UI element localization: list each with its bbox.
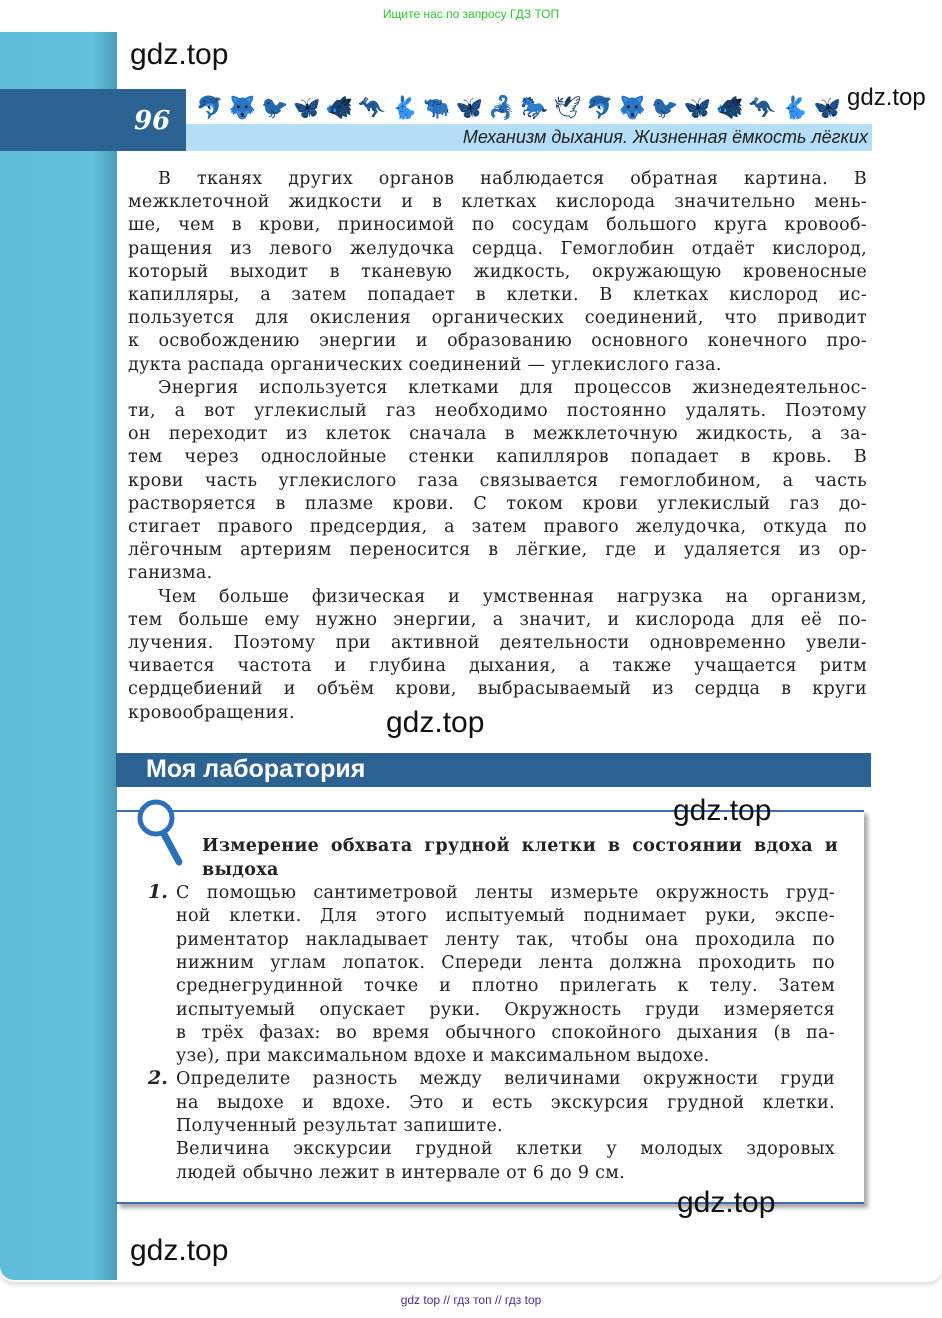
lab-title: выдоха [202,859,279,880]
lab-text-line: Величина экскурсии грудной клетки у молодых здоровых [176,1139,835,1160]
body-text-line: тем больше ему нужно энергии, а значит, и кислорода для её по- [128,609,867,630]
body-text-line: он переходит из клеток сначала в межклеточную жидкость, а за- [128,424,867,445]
animal-silhouette-icon: 🐬 [586,96,614,121]
lab-text-line: С помощью сантиметровой ленты измерьте окружность груд- [176,883,835,903]
body-text-line: к освобождению энергии и образованию основного конечного про- [128,331,867,352]
lab-text-line: в трёх фазах: во время обычного спокойного дыхания (в па- [176,1022,835,1043]
lab-text-line: людей обычно лежит в интервале от 6 до 9 см. [176,1162,626,1183]
body-text-line: В тканях других органов наблюдается обратная картина. В [158,169,867,189]
animal-silhouette-icon: 🐃 [423,96,451,121]
animal-silhouette-icon: 🐺 [618,96,647,121]
top-note: Ищите нас по запросу ГДЗ ТОП [382,7,560,21]
body-text-line: сердцебиений и объём крови, выбрасываемый из сердца в круги [128,679,867,700]
lab-text-line: нижним углам лопаток. Спереди лента должна проходить по [176,952,835,973]
body-text-line: Энергия используется клетками для процессов жизнедеятельнос- [158,377,867,398]
animal-silhouette-icon: 🐗 [325,96,354,121]
animal-silhouette-icon: 🕊 [553,96,582,121]
item-number: 1. [148,881,168,903]
watermark: gdz.top [386,706,485,739]
lab-header [116,753,871,787]
body-text-line: чивается частота и глубина дыхания, а также учащается ритм [128,656,867,677]
body-text-line: межклеточной жидкости и в клетках кислорода значительно мень- [128,192,867,213]
lab-header-title: Моя лаборатория [146,755,366,783]
lab-title: Измерение обхвата грудной клетки в состоянии вдоха и [202,836,838,856]
lab-text-line: Определите разность между величинами окружности груди [176,1069,835,1090]
lab-text-line: риментатор накладывает ленту так, чтобы она проходила по [176,929,835,950]
body-text-line: пользуется для окисления органических соединений, что приводит [128,308,867,329]
body-text-line: дукта распада органических соединений — углекислого газа. [128,354,722,375]
watermark: gdz.top [130,1234,229,1267]
body-text-line: лёгочным артериям переносится в лёгкие, где и удаляется из ор- [128,540,867,561]
body-text-line: капилляры, а затем попадает в клетки. В клетках кислород ис- [128,285,867,305]
animal-silhouette-icon: 🐎 [520,96,549,121]
watermark: gdz.top [847,84,926,111]
body-text-line: крови часть углекислого газа связывается гемоглобином, а часть [128,470,867,491]
body-text-line: ти, а вот углекислый газ необходимо постоянно удалять. Поэтому [128,401,867,421]
item-number: 2. [148,1067,168,1089]
lab-text-line: на выдохе и вдохе. Это и есть экскурсия грудной клетки. [176,1092,835,1113]
animal-silhouette-icon: 🦋 [813,96,841,121]
body-text-line: лучения. Поэтому при активной деятельности одновременно увели- [128,633,867,653]
body-text-line: тем через однослойные стенки капилляров попадает в кровь. В [128,447,867,468]
animal-silhouette-icon: 🦘 [358,96,386,121]
body-text-line: ше, чем в крови, приносимой по сосудам большого круга кровооб- [128,215,867,236]
body-text-line: стигает правого предсердия, а затем правого желудочка, откуда по [128,517,867,537]
body-text-line: ганизма. [128,563,213,584]
animal-silhouette-icon: 🦂 [488,96,516,121]
section-header [186,124,872,151]
page-number-block [0,89,186,151]
animal-silhouette-icon: 🐗 [716,96,744,121]
lab-text-line: ной клетки. Для этого испытуемый поднимает руки, экспе- [176,906,835,927]
lab-text-line: Полученный результат запишите. [176,1116,503,1136]
magnifier-icon [134,798,188,870]
animal-silhouette-icon: 🐺 [228,96,256,121]
animal-icons-strip [196,95,841,123]
section-title: Механизм дыхания. Жизненная ёмкость лёгких [462,127,868,147]
animal-silhouette-icon: 🦋 [683,96,711,121]
body-text-line: который выходит в тканевую жидкость, окружающую кровеносные [128,261,867,282]
watermark: gdz.top [130,38,229,71]
body-text-line: кровообращения. [128,702,295,723]
page-number: 96 [134,106,171,136]
animal-silhouette-icon: 🐇 [390,96,419,121]
watermark: gdz.top [677,1186,776,1219]
lab-text-line: испытуемый опускает руки. Окружность груди измеряется [176,999,835,1020]
animal-silhouette-icon: 🦋 [293,96,321,121]
body-text-line: растворяется в плазме крови. С током крови углекислый газ до- [128,493,867,514]
page-spine [0,32,117,1280]
lab-text-line: узе), при максимальном вдохе и максимальном выдохе. [176,1046,710,1067]
animal-silhouette-icon: 🦘 [748,96,776,121]
animal-silhouette-icon: 🐦 [260,96,289,121]
animal-silhouette-icon: 🐇 [780,96,809,121]
lab-text-line: среднегрудинной точке и плотно прилегать к телу. Затем [176,976,835,997]
animal-silhouette-icon: 🐦 [651,96,679,121]
footer-links: gdz top // гдз топ // гдз top [400,1293,542,1307]
body-text-line: Чем больше физическая и умственная нагрузка на организм, [158,586,867,607]
animal-silhouette-icon: 🐬 [196,96,224,121]
body-text-line: ращения из левого желудочка сердца. Гемоглобин отдаёт кислород, [128,238,867,259]
watermark: gdz.top [673,794,772,827]
animal-silhouette-icon: 🦋 [455,96,484,121]
